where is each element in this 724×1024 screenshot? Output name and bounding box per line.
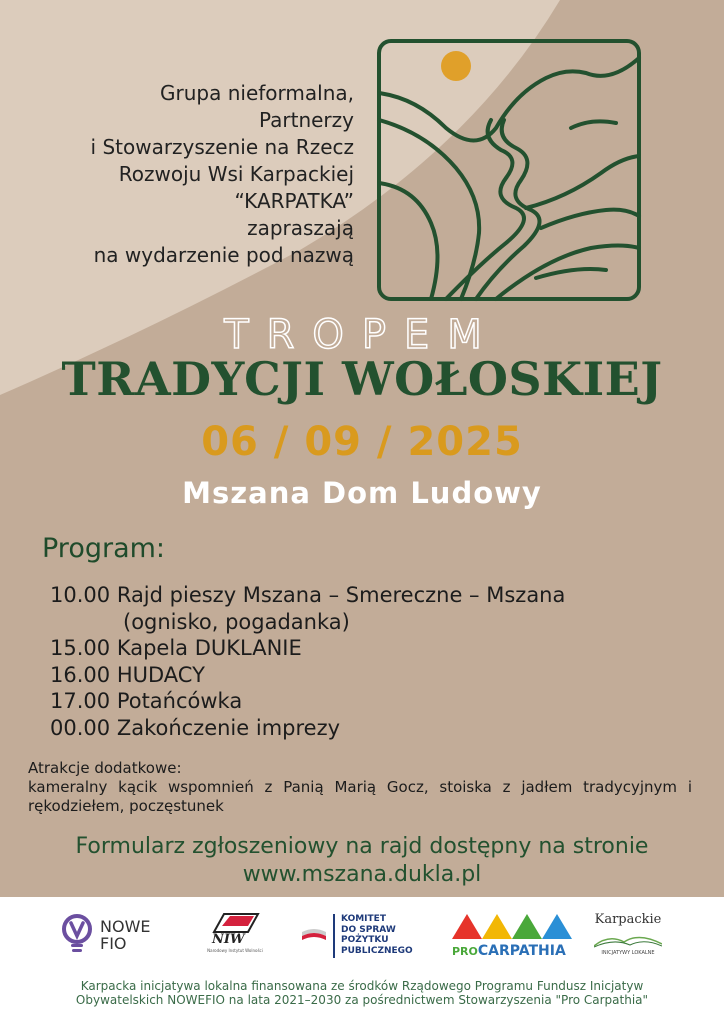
registration-url-link[interactable]: www.mszana.dukla.pl: [242, 862, 482, 887]
registration-text: Formularz zgłoszeniowy na rajd dostępny na stronie: [75, 834, 649, 859]
komitet-line: POŻYTKU: [341, 935, 389, 945]
program-item: [50, 715, 565, 742]
intro-line: i Stowarzyszenie na Rzecz: [90, 135, 354, 159]
intro-line: Partnerzy: [258, 108, 354, 132]
program-text: Kapela DUKLANIE: [116, 636, 302, 660]
program-item: [50, 635, 565, 662]
registration-info: [0, 833, 724, 889]
lightbulb-icon: [60, 914, 94, 954]
program-time: 17.00: [50, 689, 111, 713]
komitet-line: KOMITET: [341, 914, 386, 924]
intro-line: Grupa nieformalna,: [160, 81, 354, 105]
extras-heading: Atrakcje dodatkowe:: [28, 759, 182, 777]
triangles-icon: [450, 912, 574, 940]
program-item-continuation: (ognisko, pogadanka): [123, 609, 350, 634]
procarpathia-pro: PRO: [452, 945, 478, 958]
sponsor-nowefio-logo: [60, 912, 170, 958]
program-item: [50, 688, 565, 715]
title-main: TRADYCJI WOŁOSKIEJ: [61, 352, 663, 406]
program-time: 16.00: [50, 662, 111, 687]
program-item: [50, 662, 565, 689]
event-place: Mszana Dom Ludowy: [182, 476, 542, 510]
nowefio-line: NOWE: [100, 917, 151, 936]
program-time: 10.00: [50, 583, 111, 607]
event-date: 06 / 09 / 2025: [201, 419, 523, 465]
program-item: [50, 582, 565, 609]
karpackie-mountains-icon: [594, 930, 662, 948]
intro-line: na wydarzenie pod nazwą: [93, 243, 354, 267]
footer-line: Karpacka inicjatywa lokalna finansowana ze środków Rządowego Programu Fundusz Inicjatyw: [80, 979, 644, 993]
niw-flag-icon: [210, 912, 260, 934]
program-text: Rajd pieszy Mszana – Smereczne – Mszana: [116, 583, 566, 607]
extras: [28, 759, 692, 816]
program-text: Potańcówka: [116, 689, 243, 713]
niw-label: NIW: [212, 932, 245, 947]
program-time: 15.00: [50, 636, 111, 660]
sponsor-komitet-logo: [300, 914, 430, 958]
program-heading: Program:: [42, 533, 166, 564]
footer-funding-text: [0, 979, 724, 1007]
mountain-river-logo-icon: [376, 38, 642, 302]
program-text: Zakończenie imprezy: [116, 715, 341, 740]
procarpathia-carpathia: CARPATHIA: [477, 943, 566, 959]
intro-text: [91, 80, 354, 269]
intro-line: zapraszają: [247, 216, 354, 240]
procarpathia-wordmark: [452, 940, 566, 959]
intro-line: “KARPATKA”: [234, 189, 354, 213]
niw-sub: Narodowy Instytut Wolności: [207, 948, 263, 953]
extras-text: kameralny kącik wspomnień z Panią Marią Gocz, stoiska z jadłem tradycyjnym i rękodziełem, poczęstunek: [28, 778, 692, 815]
footer-line: Obywatelskich NOWEFIO na lata 2021–2030 za pośrednictwem Stowarzyszenia "Pro Carpathia": [75, 993, 649, 1007]
sponsor-procarpathia-logo: [450, 912, 574, 958]
karpackie-sub: INICJATYWY LOKALNE: [601, 950, 655, 956]
program-text: HUDACY: [116, 662, 205, 687]
title-tropem: TROPEM: [224, 312, 500, 358]
program-time: 00.00: [50, 715, 111, 740]
komitet-line: PUBLICZNEGO: [341, 945, 413, 956]
polish-flag-icon: [300, 926, 328, 946]
komitet-line: DO SPRAW: [341, 924, 396, 935]
karpackie-title: Karpackie: [594, 912, 662, 927]
program-list: [50, 582, 565, 741]
nowefio-line: FIO: [100, 934, 127, 953]
sponsor-karpackie-logo: [590, 912, 666, 960]
sponsor-niw-logo: [200, 912, 270, 960]
intro-line: Rozwoju Wsi Karpackiej: [118, 162, 354, 186]
